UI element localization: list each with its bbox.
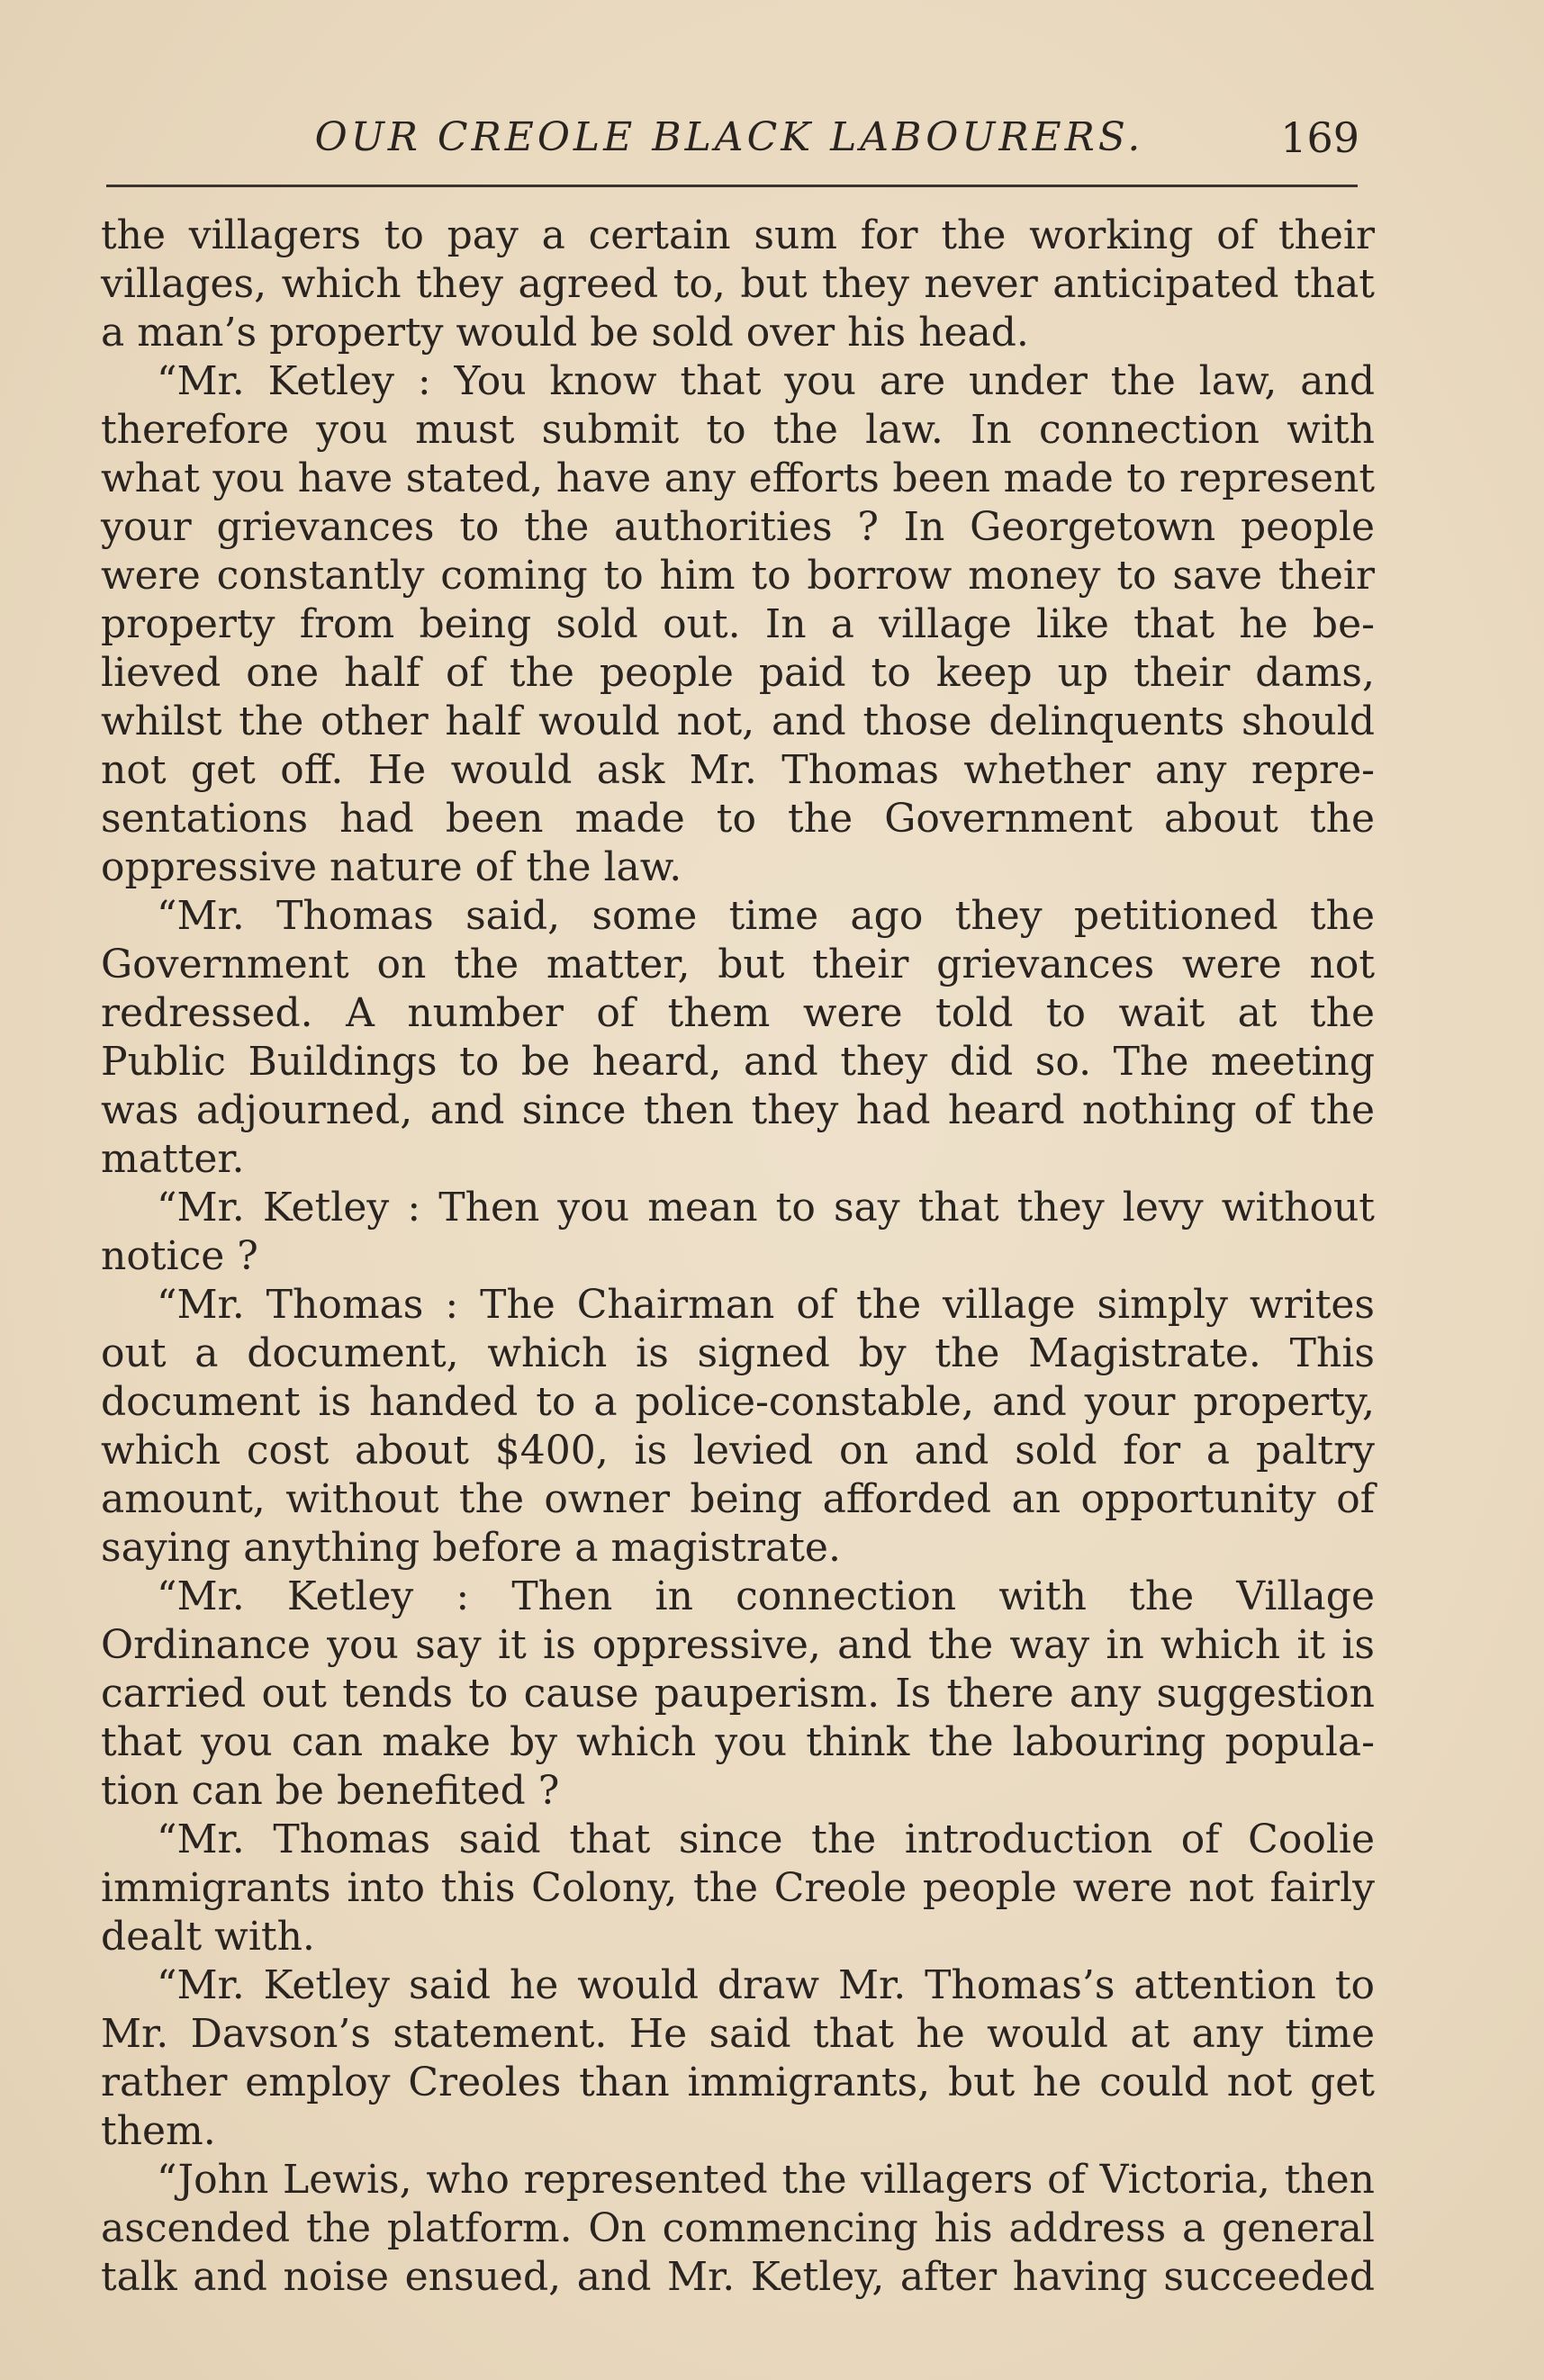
text-line: saying anything before a magistrate. bbox=[101, 1525, 841, 1571]
text-line: tion can be benefited ? bbox=[101, 1768, 560, 1814]
text-line: Government on the matter, but their grievances were not bbox=[101, 942, 1375, 987]
text-line: sentations had been made to the Government about the bbox=[101, 796, 1375, 842]
running-title: OUR CREOLE BLACK LABOURERS. bbox=[314, 114, 1144, 160]
text-line: a man’s property would be sold over his head. bbox=[101, 310, 1029, 356]
text-line: “Mr. Ketley : Then in connection with the Village bbox=[157, 1573, 1375, 1619]
text-line: that you can make by which you think the labouring popula- bbox=[101, 1719, 1375, 1765]
text-line: was adjourned, and since then they had heard nothing of the bbox=[101, 1087, 1375, 1133]
text-line: “Mr. Thomas said, some time ago they petitioned the bbox=[157, 893, 1375, 939]
text-line: “Mr. Thomas : The Chairman of the village simply writes bbox=[157, 1282, 1375, 1328]
text-line: were constantly coming to him to borrow money to save their bbox=[101, 553, 1375, 599]
text-line: rather employ Creoles than immigrants, but he could not get bbox=[101, 2060, 1375, 2105]
text-line: immigrants into this Colony, the Creole people were not fairly bbox=[101, 1865, 1375, 1911]
text-line: Ordinance you say it is oppressive, and the way in which it is bbox=[101, 1622, 1375, 1668]
text-line: “John Lewis, who represented the villagers of Victoria, then bbox=[157, 2157, 1375, 2203]
text-line: “Mr. Thomas said that since the introduction of Coolie bbox=[157, 1817, 1375, 1862]
text-line: villages, which they agreed to, but they never anticipated that bbox=[101, 261, 1375, 307]
body-text bbox=[101, 212, 1375, 2302]
text-line: oppressive nature of the law. bbox=[101, 844, 682, 890]
text-line: property from being sold out. In a village like that he be- bbox=[101, 601, 1375, 647]
text-line: dealt with. bbox=[101, 1914, 315, 1960]
text-line: your grievances to the authorities ? In Georgetown people bbox=[101, 504, 1375, 550]
text-line: Mr. Davson’s statement. He said that he would at any time bbox=[101, 2011, 1375, 2057]
text-line: document is handed to a police-constable, and your property, bbox=[101, 1379, 1375, 1425]
page-number: 169 bbox=[1280, 113, 1359, 162]
text-line: “Mr. Ketley : You know that you are under the law, and bbox=[157, 358, 1375, 404]
text-line: Public Buildings to be heard, and they did so. The meeting bbox=[101, 1039, 1375, 1085]
text-line: the villagers to pay a certain sum for the working of their bbox=[101, 212, 1375, 258]
text-line: them. bbox=[101, 2108, 216, 2154]
text-line: not get off. He would ask Mr. Thomas whether any repre- bbox=[101, 747, 1375, 793]
text-line: talk and noise ensued, and Mr. Ketley, after having succeeded bbox=[101, 2254, 1375, 2300]
text-line: therefore you must submit to the law. In connection with bbox=[101, 407, 1375, 453]
text-line: out a document, which is signed by the Magistrate. This bbox=[101, 1330, 1375, 1376]
text-line: amount, without the owner being afforded an opportunity of bbox=[101, 1476, 1375, 1522]
text-line: “Mr. Ketley : Then you mean to say that they levy without bbox=[157, 1185, 1375, 1231]
text-line: what you have stated, have any efforts been made to represent bbox=[101, 455, 1375, 501]
text-line: “Mr. Ketley said he would draw Mr. Thomas’s attention to bbox=[157, 1962, 1375, 2008]
text-line: redressed. A number of them were told to wait at the bbox=[101, 990, 1375, 1036]
header-rule bbox=[106, 185, 1358, 187]
text-line: matter. bbox=[101, 1136, 245, 1182]
text-line: notice ? bbox=[101, 1233, 258, 1279]
text-line: ascended the platform. On commencing his address a general bbox=[101, 2205, 1375, 2251]
running-head bbox=[99, 106, 1359, 169]
text-line: carried out tends to cause pauperism. Is there any suggestion bbox=[101, 1671, 1375, 1717]
text-line: lieved one half of the people paid to keep up their dams, bbox=[101, 650, 1375, 696]
text-line: which cost about $400, is levied on and sold for a paltry bbox=[101, 1428, 1375, 1474]
text-line: whilst the other half would not, and those delinquents should bbox=[101, 699, 1375, 744]
